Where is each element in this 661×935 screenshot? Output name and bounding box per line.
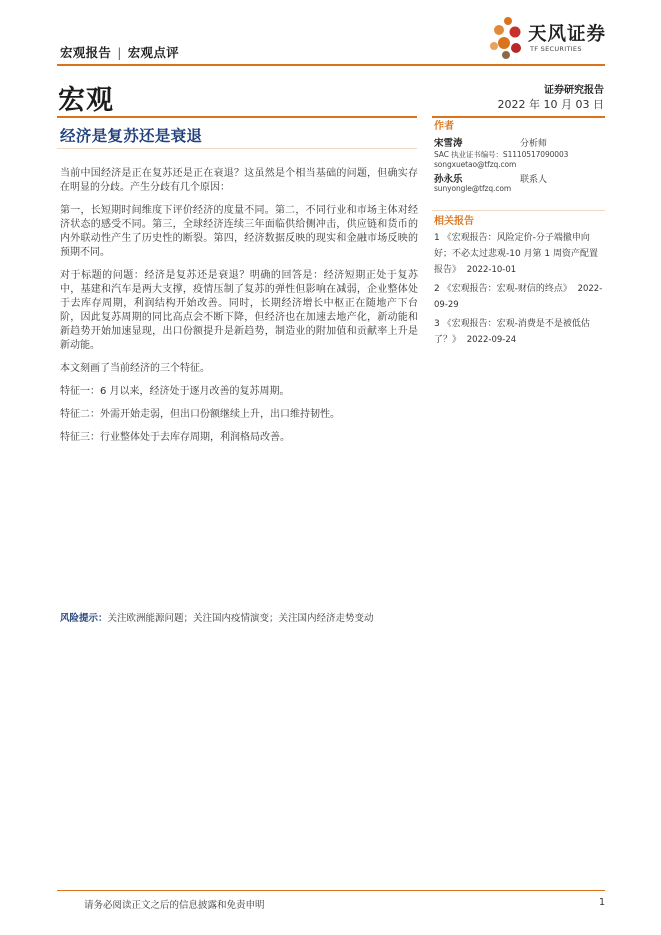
body-paragraph: 本文刻画了当前经济的三个特征。 bbox=[60, 363, 210, 374]
article-title-underline bbox=[57, 148, 417, 149]
related-report-title: 3 《宏观报告：宏观-消费是不是被低估了？》 bbox=[434, 319, 590, 345]
author-role: 联系人 bbox=[520, 175, 548, 185]
author-role: 分析师 bbox=[520, 139, 548, 149]
authors-heading: 作者 bbox=[434, 121, 454, 132]
related-report-title: 1 《宏观报告：风险定价-分子端撤申向好；不必太过悲观-10 月第 1 周资产配置报告》 bbox=[434, 233, 599, 275]
body-paragraph: 特征二：外需开始走弱，但出口份额继续上升，出口维持韧性。 bbox=[60, 409, 340, 420]
related-reports-heading: 相关报告 bbox=[434, 216, 474, 227]
author-email[interactable]: songxuetao@tfzq.com bbox=[434, 160, 517, 169]
related-report-date: 2022-10-01 bbox=[466, 265, 517, 275]
body-paragraph: 对于标题的问题：经济是复苏还是衰退？明确的回答是：经济短期正处于复苏中，基建和汽车是两大支撑，疫情压制了复苏的弹性但影响在减弱，企业整体处于去库存周期，利润结构开始改善。同时，长期经济增长中枢正在随地产下台阶，因此复苏周期的同比高点会不断下降，但经济也在加速去地产化，新动能和新趋势开始加速显现，出口份额提升是新趋势，制造业的附加值和贡献率上升是新动能。 bbox=[60, 270, 418, 351]
author-certificate: SAC 执业证书编号：S1110517090003 bbox=[434, 150, 569, 159]
footer-disclaimer: 请务必阅读正文之后的信息披露和免责申明 bbox=[84, 900, 265, 911]
article-body bbox=[60, 167, 418, 454]
related-report-title: 2 《宏观报告：宏观-财信的终点》 bbox=[434, 284, 572, 294]
report-date: 2022 年 10 月 03 日 bbox=[497, 98, 604, 111]
sidebar-divider bbox=[432, 116, 605, 118]
risk-warning bbox=[60, 612, 420, 626]
subcategory-label: 宏观点评 bbox=[127, 45, 179, 60]
related-report-date: 2022-09-24 bbox=[466, 335, 517, 345]
body-paragraph: 特征一：6 月以来，经济处于逐月改善的复苏周期。 bbox=[60, 386, 290, 397]
author-name: 宋雪涛 bbox=[434, 138, 463, 149]
report-type: 证券研究报告 bbox=[544, 85, 604, 96]
risk-text: 关注欧洲能源问题；关注国内疫情演变；关注国内经济走势变动 bbox=[107, 613, 374, 624]
body-paragraph: 特征三：行业整体处于去库存周期，利润格局改善。 bbox=[60, 432, 290, 443]
author-name: 孙永乐 bbox=[434, 174, 463, 185]
section-title: 宏观 bbox=[58, 85, 114, 116]
body-paragraph: 第一，长短期时间维度下评价经济的度量不同。第二，不同行业和市场主体对经济状态的感受不同。第三，全球经济连续三年面临供给侧冲击，供应链和货币的内外联动性产生了历史性的断裂。第四，经济数据反映的现实和金融市场反映的预期不同。 bbox=[60, 205, 418, 258]
body-paragraph: 当前中国经济是正在复苏还是正在衰退？这虽然是个相当基础的问题，但确实存在明显的分歧。产生分歧有几个原因： bbox=[60, 168, 418, 193]
risk-label: 风险提示： bbox=[60, 613, 108, 624]
company-logo bbox=[486, 16, 611, 60]
sidebar-section-divider bbox=[432, 210, 605, 211]
logo-mark-icon bbox=[486, 16, 526, 60]
category-label: 宏观报告 bbox=[60, 45, 112, 60]
header-divider bbox=[57, 64, 605, 66]
author-email[interactable]: sunyongle@tfzq.com bbox=[434, 184, 512, 193]
related-reports-list bbox=[434, 230, 606, 351]
related-report-item[interactable] bbox=[434, 230, 606, 278]
report-category-breadcrumb bbox=[60, 43, 179, 61]
footer-divider bbox=[57, 890, 605, 891]
related-report-item[interactable] bbox=[434, 281, 606, 313]
article-title: 经济是复苏还是衰退 bbox=[60, 127, 203, 145]
related-report-item[interactable] bbox=[434, 316, 606, 348]
breadcrumb-separator: | bbox=[117, 45, 122, 60]
title-divider bbox=[57, 116, 417, 118]
logo-chinese-text: 天风证券 bbox=[528, 24, 607, 45]
logo-english-text: TF SECURITIES bbox=[530, 45, 582, 53]
page-number: 1 bbox=[599, 897, 606, 908]
related-report-date: 2022-09-29 bbox=[434, 284, 603, 310]
